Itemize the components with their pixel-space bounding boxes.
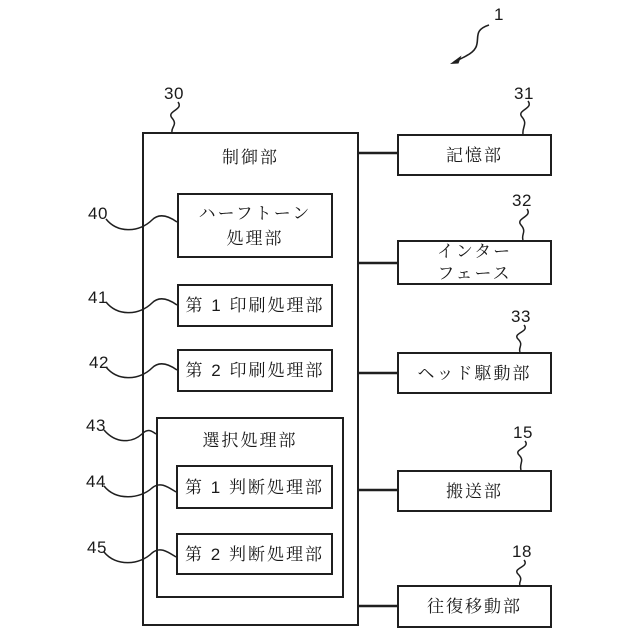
halftone-label-line1: ハーフトーン xyxy=(198,203,312,223)
print-processing-2-label: 第 2 印刷処理部 xyxy=(185,361,325,380)
ref-label-40: 40 xyxy=(88,204,108,223)
ref-label-41: 41 xyxy=(88,288,108,307)
ref-label-33: 33 xyxy=(511,307,531,326)
storage-box xyxy=(397,134,552,176)
leader-squiggle-31 xyxy=(521,101,529,134)
interface-label-line2: フェース xyxy=(437,263,512,283)
leader-squiggle-15 xyxy=(518,441,526,470)
head-drive-box xyxy=(397,352,552,394)
halftone-label-line2: 処理部 xyxy=(226,228,284,248)
conveyance-box xyxy=(397,470,552,512)
storage-label: 記憶部 xyxy=(446,145,503,165)
interface-label-line1: インター xyxy=(436,241,513,261)
ref-label-32: 32 xyxy=(512,191,532,210)
ref-label-15: 15 xyxy=(513,423,533,442)
reciprocating-label: 往復移動部 xyxy=(427,597,522,616)
leader-squiggle-32 xyxy=(520,209,528,240)
figure-number-arrowhead xyxy=(450,56,462,65)
print-processing-1-label: 第 1 印刷処理部 xyxy=(185,296,325,315)
leader-squiggle-30 xyxy=(171,102,179,132)
selection-processing-label: 選択処理部 xyxy=(202,431,298,450)
figure-number: 1 xyxy=(494,5,504,24)
judgment-processing-1-box xyxy=(176,465,333,509)
figure-number-arrow xyxy=(454,25,489,62)
ref-label-31: 31 xyxy=(514,84,534,103)
judgment-processing-1-label: 第 1 判断処理部 xyxy=(185,477,324,497)
ref-label-42: 42 xyxy=(89,353,109,372)
leader-squiggle-33 xyxy=(517,325,525,352)
leader-squiggle-18 xyxy=(517,560,525,585)
conveyance-label: 搬送部 xyxy=(446,481,503,501)
halftone-processing-box xyxy=(177,193,333,258)
reciprocating-box xyxy=(397,585,552,628)
ref-label-43: 43 xyxy=(86,416,106,435)
judgment-processing-2-label: 第 2 判断処理部 xyxy=(185,544,324,564)
interface-box xyxy=(397,240,552,285)
head-drive-label: ヘッド駆動部 xyxy=(417,363,532,383)
ref-label-45: 45 xyxy=(87,538,107,557)
print-processing-2-box xyxy=(177,349,333,392)
ref-label-44: 44 xyxy=(86,472,106,491)
control-unit-label: 制御部 xyxy=(222,148,279,167)
print-processing-1-box xyxy=(177,284,333,327)
judgment-processing-2-box xyxy=(176,533,333,575)
ref-label-30: 30 xyxy=(164,84,184,103)
ref-label-18: 18 xyxy=(512,542,532,561)
